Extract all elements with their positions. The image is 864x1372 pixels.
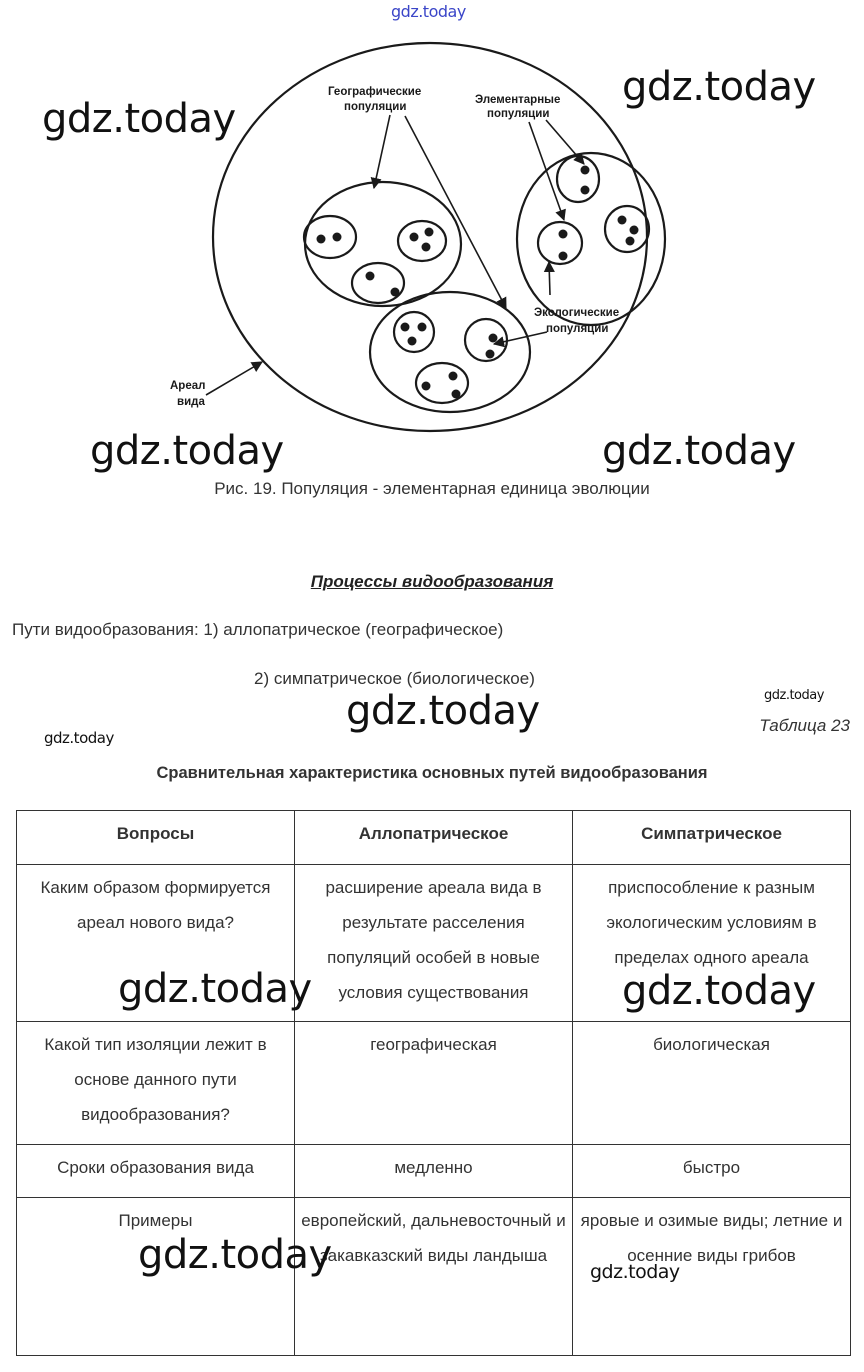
watermark-small: gdz.today (590, 1261, 680, 1283)
table-cell: медленно (295, 1145, 573, 1198)
table-cell: биологическая (573, 1022, 851, 1145)
watermark: gdz.today (622, 64, 816, 110)
ecological-population-circle (394, 312, 434, 352)
table-title: Сравнительная характеристика основных путей видообразования (156, 764, 708, 782)
geographic-population-circle (305, 182, 461, 306)
table-cell: быстро (573, 1145, 851, 1198)
elementary-population-circle (557, 156, 599, 202)
watermark-top: gdz.today (391, 2, 466, 21)
speciation-ways-line1: Пути видообразования: 1) аллопатрическое (географическое) (12, 620, 504, 639)
table-row (17, 1022, 851, 1145)
table-row (17, 1145, 851, 1198)
label-geographic-populations: Географические (328, 86, 422, 98)
ecological-population-circle (304, 216, 356, 258)
label-geographic-populations: популяции (344, 101, 407, 113)
table-number: Таблица 23 (759, 716, 850, 735)
label-species-range: вида (177, 396, 205, 408)
table-cell: Какой тип изоляции лежит в основе данного пути видообразования? (17, 1022, 295, 1145)
population-diagram (150, 40, 710, 460)
label-elementary-populations: Элементарные (475, 94, 561, 106)
watermark: gdz.today (622, 968, 816, 1014)
watermark: gdz.today (118, 966, 312, 1012)
watermark-small: gdz.today (44, 729, 114, 747)
geographic-population-circle (370, 292, 530, 412)
label-ecological-populations: популяции (546, 323, 609, 335)
label-elementary-populations: популяции (487, 108, 550, 120)
watermark: gdz.today (42, 96, 236, 142)
header-cell: Аллопатрическое (295, 811, 573, 865)
label-species-range: Ареал (170, 380, 206, 392)
table-cell: европейский, дальневосточный и закавказский виды ландыша (295, 1198, 573, 1356)
figure-caption: Рис. 19. Популяция - элементарная единица эволюции (214, 479, 650, 498)
table-cell: Каким образом формируется ареал нового вида? (17, 865, 295, 1022)
table-cell: Примеры (17, 1198, 295, 1356)
table-cell: Сроки образования вида (17, 1145, 295, 1198)
table-cell: яровые и озимые виды; летние и осенние виды грибов (573, 1198, 851, 1356)
watermark-small: gdz.today (764, 688, 824, 703)
table-cell: географическая (295, 1022, 573, 1145)
section-title: Процессы видообразования (310, 572, 554, 591)
speciation-ways-line2: 2) симпатрическое (биологическое) (254, 669, 535, 688)
label-ecological-populations: Экологические (534, 307, 620, 319)
table-header-row (17, 811, 851, 865)
watermark: gdz.today (346, 688, 540, 734)
watermark: gdz.today (602, 428, 796, 474)
table-cell: приспособление к разным экологическим условиям в пределах одного ареала (573, 865, 851, 1022)
table-cell: расширение ареала вида в результате расселения популяций особей в новые условия существования (295, 865, 573, 1022)
watermark: gdz.today (138, 1232, 332, 1278)
ecological-population-circle (352, 263, 404, 303)
header-cell: Вопросы (17, 811, 295, 865)
watermark: gdz.today (90, 428, 284, 474)
ecological-population-circle (398, 221, 446, 261)
elementary-population-circle (605, 206, 649, 252)
header-cell: Симпатрическое (573, 811, 851, 865)
